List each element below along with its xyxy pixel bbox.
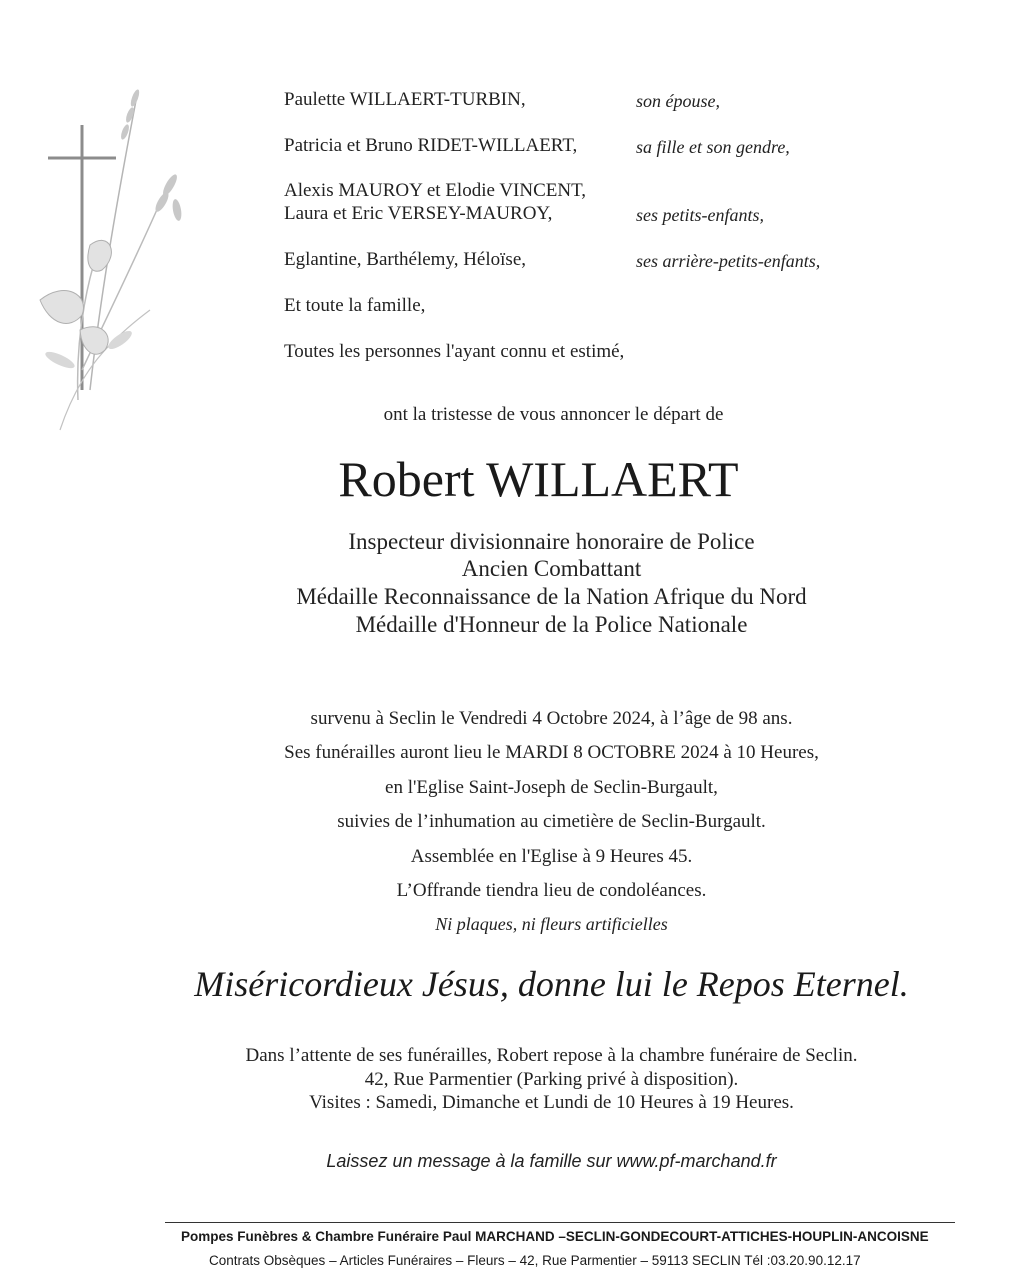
acquaintances: Toutes les personnes l'ayant connu et estimé, — [284, 341, 625, 362]
detail-2: Ses funérailles auront lieu le MARDI 8 OCTOBRE 2024 à 10 Heures, — [284, 742, 819, 763]
title-3: Médaille Reconnaissance de la Nation Afrique du Nord — [296, 584, 807, 609]
viewing-2: 42, Rue Parmentier (Parking privé à disposition). — [364, 1069, 739, 1090]
title-2: Ancien Combattant — [461, 556, 642, 581]
viewing-1: Dans l’attente de ses funérailles, Robert repose à la chambre funéraire de Seclin. — [245, 1045, 858, 1066]
no-flowers: Ni plaques, ni fleurs artificielles — [435, 914, 668, 934]
footer-line-2: Contrats Obsèques – Articles Funéraires – Fleurs – 42, Rue Parmentier – 59113 SECLIN Tél :03.20.90.12.17 — [209, 1253, 861, 1268]
detail-5: Assemblée en l'Eglise à 9 Heures 45. — [410, 846, 693, 867]
family-name-3b: Laura et Eric VERSEY-MAUROY, — [284, 203, 553, 224]
family-name-4: Eglantine, Barthélemy, Héloïse, — [284, 249, 526, 270]
detail-4: suivies de l’inhumation au cimetière de Seclin-Burgault. — [337, 811, 766, 832]
deceased-name: Robert WILLAERT — [338, 451, 739, 507]
prayer: Miséricordieux Jésus, donne lui le Repos Eternel. — [194, 964, 909, 1004]
family-name-2: Patricia et Bruno RIDET-WILLAERT, — [284, 135, 578, 156]
family-relation-4: ses arrière-petits-enfants, — [636, 251, 821, 271]
detail-3: en l'Eglise Saint-Joseph de Seclin-Burgault, — [385, 777, 718, 798]
title-4: Médaille d'Honneur de la Police Nationale — [355, 612, 748, 637]
message-invite: Laissez un message à la famille sur www.pf-marchand.fr — [326, 1151, 777, 1171]
family-name-1: Paulette WILLAERT-TURBIN, — [284, 89, 526, 110]
announcement: ont la tristesse de vous annoncer le départ de — [383, 404, 724, 425]
cross-lily-wheat-icon — [20, 70, 220, 450]
detail-6: L’Offrande tiendra lieu de condoléances. — [396, 880, 707, 901]
family-relation-1: son épouse, — [636, 91, 720, 111]
viewing-3: Visites : Samedi, Dimanche et Lundi de 10 Heures à 19 Heures. — [309, 1092, 794, 1113]
footer-line-1: Pompes Funèbres & Chambre Funéraire Paul MARCHAND –SECLIN-GONDECOURT-ATTICHES-HOUPLIN-ANCOISNE — [181, 1229, 929, 1244]
family-name-3a: Alexis MAUROY et Elodie VINCENT, — [284, 180, 587, 201]
detail-1: survenu à Seclin le Vendredi 4 Octobre 2024, à l’âge de 98 ans. — [310, 708, 793, 729]
footer-divider — [165, 1222, 955, 1223]
family-relation-2: sa fille et son gendre, — [636, 137, 790, 157]
family-rest: Et toute la famille, — [284, 295, 426, 316]
title-1: Inspecteur divisionnaire honoraire de Police — [348, 529, 755, 554]
family-relation-3: ses petits-enfants, — [636, 205, 764, 225]
